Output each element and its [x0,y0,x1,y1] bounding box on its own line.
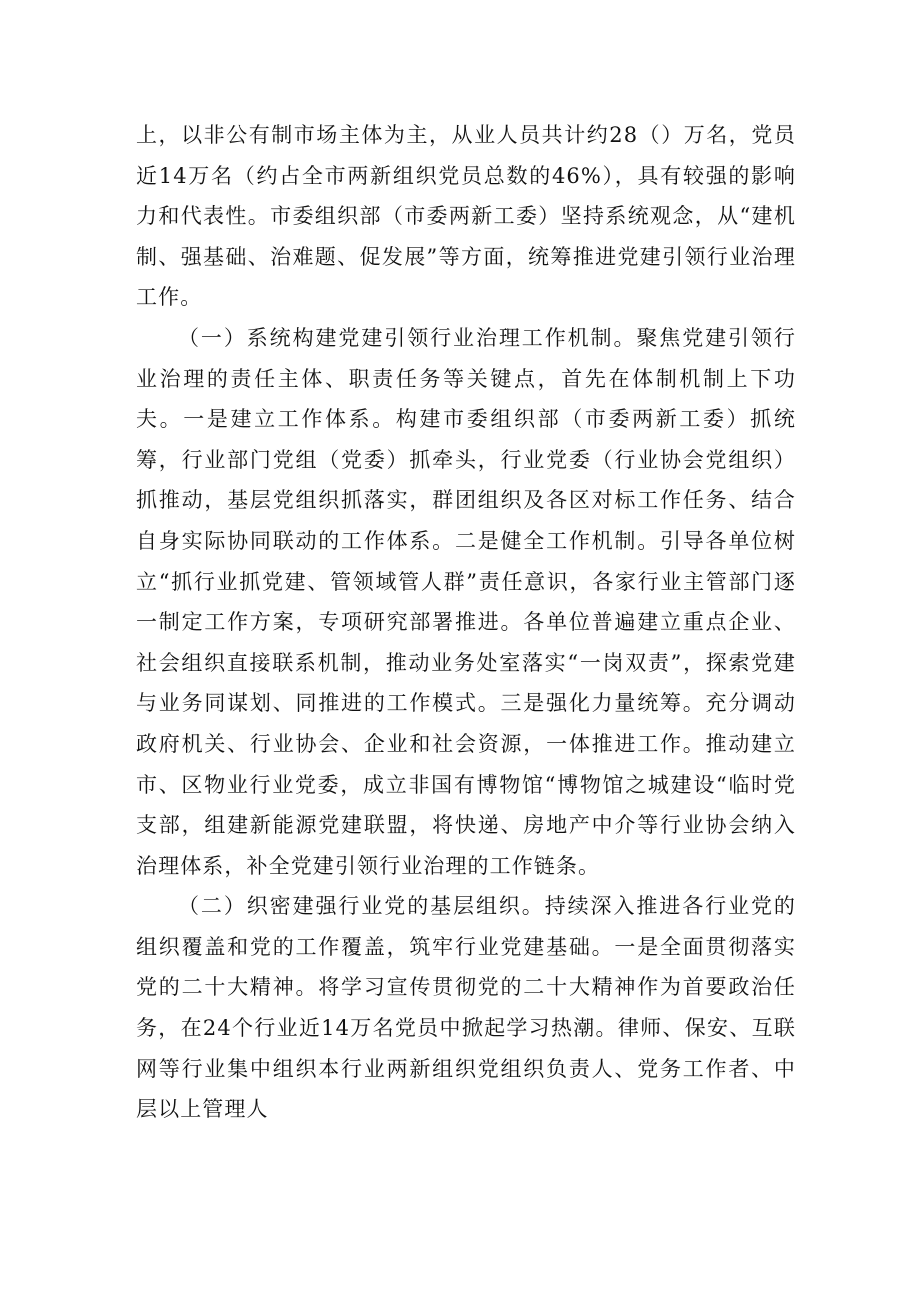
document-body [136,115,796,1130]
paragraph-continued: 上，以非公有制市场主体为主，从业人员共计约28（）万名，党员近14万名（约占全市两新组织党员总数的46%），具有较强的影响力和代表性。市委组织部（市委两新工委）坚持系统观念，从“建机制、强基础、治难题、促发展”等方面，统筹推进党建引领行业治理工作。 [136,123,796,310]
paragraph-section-one: （一）系统构建党建引领行业治理工作机制。聚焦党建引领行业治理的责任主体、职责任务等关键点，首先在体制机制上下功夫。一是建立工作体系。构建市委组织部（市委两新工委）抓统筹，行业部门党组（党委）抓牵头，行业党委（行业协会党组织）抓推动，基层党组织抓落实，群团组织及各区对标工作任务、结合自身实际协同联动的工作体系。二是健全工作机制。引导各单位树立“抓行业抓党建、管领域管人群”责任意识，各家行业主管部门逐一制定工作方案，专项研究部署推进。各单位普遍建立重点企业、社会组织直接联系机制，推动业务处室落实“一岗双责”，探索党建与业务同谋划、同推进的工作模式。三是强化力量统筹。充分调动政府机关、行业协会、企业和社会资源，一体推进工作。推动建立市、区物业行业党委，成立非国有博物馆“博物馆之城建设“临时党支部，组建新能源党建联盟，将快递、房地产中介等行业协会纳入治理体系，补全党建引领行业治理的工作链条。 [136,325,796,878]
paragraph-section-two: （二）织密建强行业党的基层组织。持续深入推进各行业党的组织覆盖和党的工作覆盖，筑牢行业党建基础。一是全面贯彻落实党的二十大精神。将学习宣传贯彻党的二十大精神作为首要政治任务，在24个行业近14万名党员中掀起学习热潮。律师、保安、互联网等行业集中组织本行业两新组织党组织负责人、党务工作者、中层以上管理人 [136,894,796,1122]
